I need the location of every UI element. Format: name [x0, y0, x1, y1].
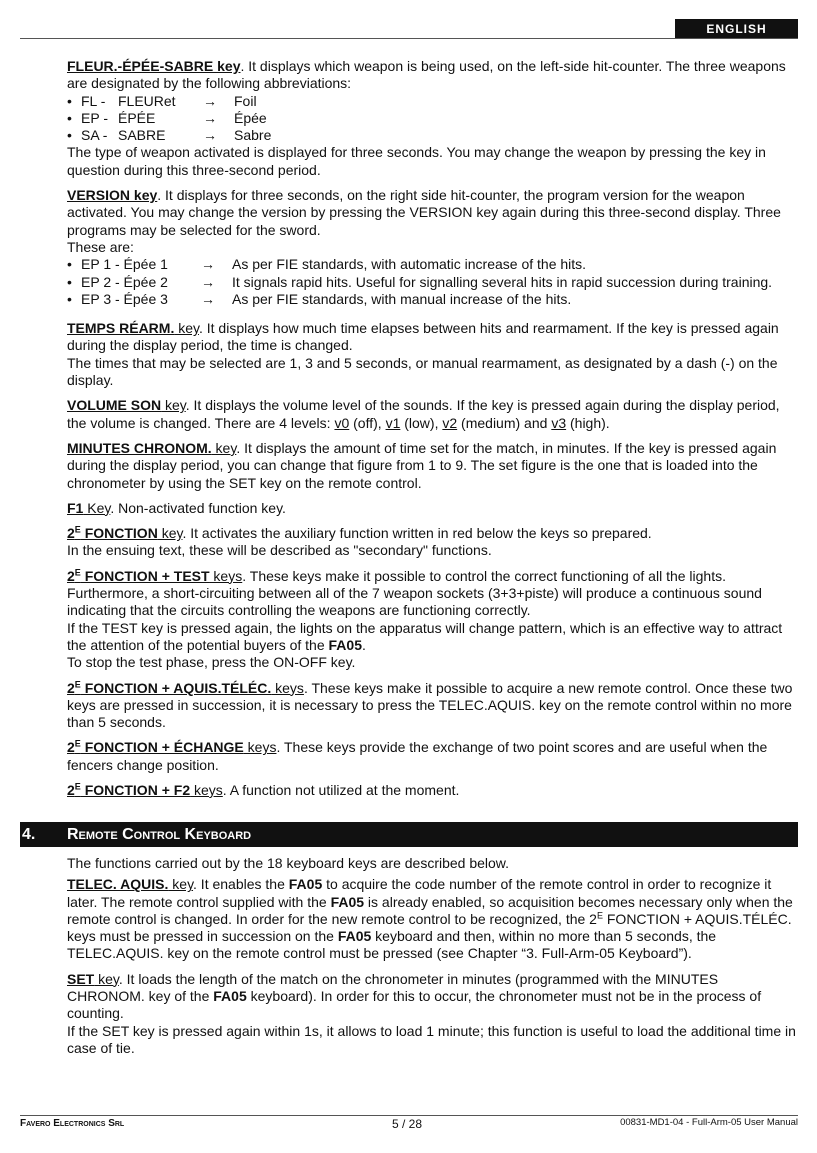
- fonction-test-key: $2^E$ FONCTION + TEST: [67, 567, 210, 584]
- section-title: Remote Control Keyboard: [67, 826, 252, 843]
- list-item: • EP - ÉPÉE → Épée: [67, 109, 267, 126]
- fonction-aquis-key: $2^E$ FONCTION + AQUIS.TÉLÉC.: [67, 678, 272, 696]
- volume-section: VOLUME SON key. It displays the volume level of the sounds. If the key is pressed again during the display period, the volume is changed. There are 4 levels: v0 (off), v1 (low), v2 (medium) and v3 (high).: [67, 397, 780, 431]
- remote-content: The functions carried out by the 18 keyboard keys are described below. TELEC. AQUIS. key. It enables the FA05 to acquire the code number of the remote control in order to recognize it later. The remote control supplied with the FA05 is already enabled, so acquisition becomes necessary only when the remote control is changed. In order for the new remote control to be recognized, the $2^E$ FONCTION + AQUIS.TÉLÉC. keys must be pressed in succession on the FA05 keyboard and then, within no more than 5 seconds, the TELEC.AQUIS. key on the remote control must be pressed (see Chapter “3. Full-Arm-05 Keyboard”). SET key. It loads the length of the match on the chronometer in minutes (programmed with the MINUTES CHRONOM. key of the FA05 keyboard). In order for this to occur, the chronometer must not be in the process of counting. If the SET key is pressed again within 1s, it allows to load 1 minute; this function is useful to load the additional time in case of tie.: [67, 855, 799, 1065]
- temps-key: TEMPS RÉARM.: [67, 320, 175, 337]
- volume-key: VOLUME SON: [67, 397, 162, 414]
- section-number: 4.: [22, 826, 36, 843]
- page-number: 5 / 28: [392, 1117, 423, 1131]
- footer-company: Favero Electronics Srl: [20, 1118, 125, 1129]
- list-item: • EP 1 - Épée 1 → As per FIE standards, with automatic increase of the hits.: [67, 256, 587, 273]
- fleur-section: FLEUR.-ÉPÉE-SABRE key. It displays which weapon is being used, on the left-side hit-counter. The three weapons are designated by the following abbreviations: • FL - FLEURet → Foil • EP - ÉPÉE → Épée • SA - SABRE → Sabre The type of weapon activated is displayed for three seconds. You may change the weapon by pressing the key in question during this three-second period.: [67, 58, 799, 179]
- set-section: SET key. It loads the length of the match on the chronometer in minutes (programmed with the MINUTES CHRONOM. key of the FA05 keyboard). In order for this to occur, the chronometer must not be in the process of counting. If the SET key is pressed again within 1s, it allows to load 1 minute; this function is useful to load the additional time in case of tie.: [67, 970, 796, 1056]
- f1-key: F1: [67, 499, 84, 516]
- page-content: [67, 58, 799, 807]
- list-item: • FL - FLEURet → Foil: [67, 92, 257, 109]
- fonction-echange-section: $2^E$ FONCTION + ÉCHANGE keys. These keys provide the exchange of two point scores and are useful when the fencers change position.: [67, 738, 768, 773]
- list-item: • EP 3 - Épée 3 → As per FIE standards, with manual increase of the hits.: [67, 290, 572, 307]
- footer-rule: [20, 1115, 798, 1116]
- fonction-f2-section: $2^E$ FONCTION + F2 keys. A function not utilized at the moment.: [67, 781, 460, 798]
- weapon-list: [67, 93, 799, 145]
- telec-section: TELEC. AQUIS. key. It enables the FA05 to acquire the code number of the remote control in order to recognize it later. The remote control supplied with the FA05 is already enabled, so acquisition becomes necessary only when the remote control is changed. In order for the new remote control to be recognized, the $2^E$ FONCTION + AQUIS.TÉLÉC. keys must be pressed in succession on the FA05 keyboard and then, within no more than 5 seconds, the TELEC.AQUIS. key on the remote control must be pressed (see Chapter “3. Full-Arm-05 Keyboard”).: [67, 876, 793, 962]
- minutes-section: MINUTES CHRONOM. key. It displays the amount of time set for the match, in minutes. If the key is pressed again during the display period, you can change that figure from 1 to 9. The set figure is the one that is loaded into the chronometer by using the SET key on the remote control.: [67, 439, 777, 491]
- language-tab: ENGLISH: [675, 19, 798, 39]
- arrow-icon: →: [201, 290, 215, 307]
- arrow-icon: →: [203, 92, 217, 109]
- section-heading: [20, 822, 798, 847]
- document-reference: 00831-MD1-04 - Full-Arm-05 User Manual: [620, 1117, 798, 1128]
- version-key: VERSION key: [67, 187, 158, 204]
- fonction-key: $2^E$ FONCTION: [67, 524, 158, 542]
- header-rule: [20, 38, 798, 39]
- fonction-f2-key: $2^E$ FONCTION + F2: [67, 781, 191, 798]
- fonction-echange-key: $2^E$ FONCTION + ÉCHANGE: [67, 738, 244, 756]
- minutes-key: MINUTES CHRONOM.: [67, 439, 212, 456]
- temps-section: TEMPS RÉARM. key. It displays how much time elapses between hits and rearmament. If the key is pressed again during the display period, the time is changed. The times that may be selected are 1, 3 and 5 seconds, or manual rearmament, as designated by a dash (-) on the display.: [67, 320, 779, 389]
- arrow-icon: →: [203, 127, 217, 144]
- list-item: • SA - SABRE → Sabre: [67, 127, 272, 144]
- telec-key: TELEC. AQUIS.: [67, 876, 169, 893]
- version-list: [67, 256, 799, 308]
- arrow-icon: →: [203, 109, 217, 126]
- arrow-icon: →: [201, 273, 215, 290]
- set-key: SET: [67, 970, 95, 987]
- f1-section: F1 Key. Non-activated function key.: [67, 499, 286, 516]
- arrow-icon: →: [201, 256, 215, 273]
- version-section: VERSION key. It displays for three seconds, on the right side hit-counter, the program version for the weapon activated. You may change the version by pressing the VERSION key again during this three-second display. Three programs may be selected for the sword. These are: • EP 1 - Épée 1 → As per FIE standards, with automatic increase of the hits. • EP 2 - Épée 2 → It signals rapid hits. Useful for signalling several hits in rapid succession during training. • EP 3 - Épée 3 → As per FIE standards, with manual increase of the hits.: [67, 187, 799, 308]
- fonction-test-section: $2^E$ FONCTION + TEST keys. These keys make it possible to control the correct functioning of all the lights. Furthermore, a short-circuiting between all of the 7 weapon sockets (3+3+piste) will produce a continuous sound indicating that the circuits controlling the weapons are functioning correctly. If the TEST key is pressed again, the lights on the apparatus will change pattern, which is an effective way to attract the attention of the potential buyers of the FA05. To stop the test phase, press the ON-OFF key.: [67, 567, 783, 671]
- fonction-section: $2^E$ FONCTION key. It activates the auxiliary function written in red below the keys so prepared. In the ensuing text, these will be described as "secondary" functions.: [67, 524, 652, 559]
- fleur-key: FLEUR.-ÉPÉE-SABRE key: [67, 58, 241, 74]
- fonction-aquis-section: $2^E$ FONCTION + AQUIS.TÉLÉC. keys. These keys make it possible to acquire a new remote control. Once these two keys are pressed in succession, it is necessary to press the TELEC.AQUIS. key on the remote control within no more than 5 seconds.: [67, 678, 793, 731]
- list-item: • EP 2 - Épée 2 → It signals rapid hits. Useful for signalling several hits in rapid succession during training.: [67, 273, 773, 290]
